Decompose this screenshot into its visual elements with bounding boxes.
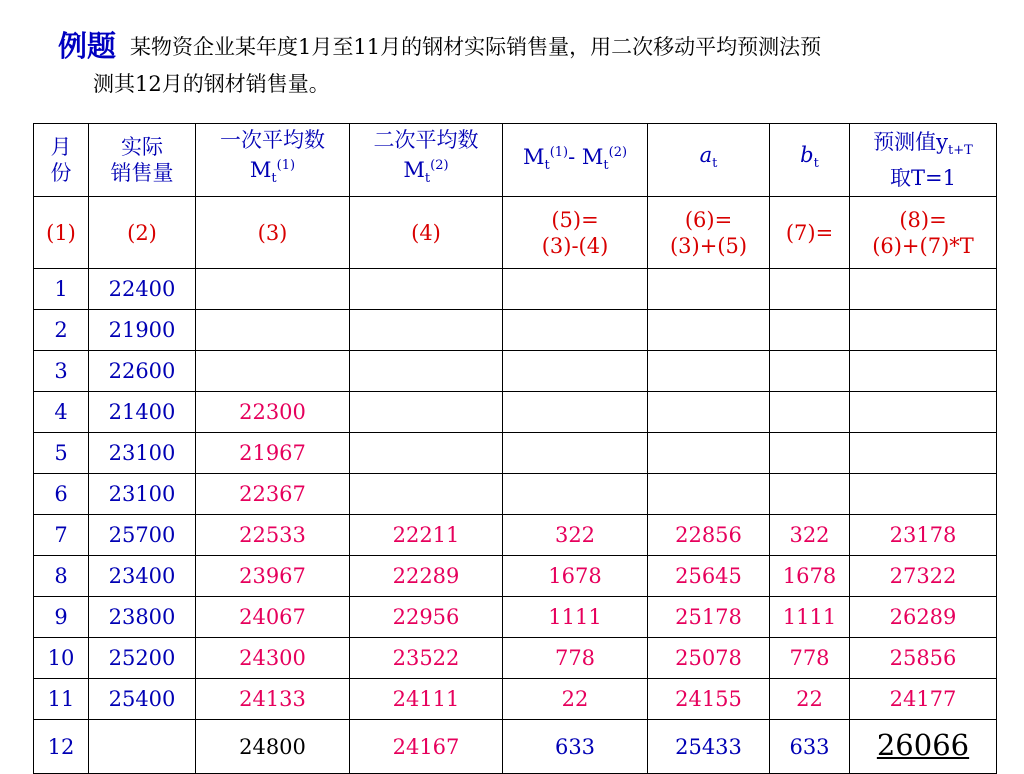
problem-statement — [58, 28, 1008, 103]
cell-b — [770, 269, 850, 310]
cell-actual: 25700 — [89, 515, 196, 556]
cell-a — [648, 310, 770, 351]
header-month: 月 份 — [34, 124, 89, 197]
cell-diff — [503, 433, 648, 474]
cell-month: 4 — [34, 392, 89, 433]
cell-a — [648, 474, 770, 515]
cell-forecast — [850, 269, 997, 310]
cell-month: 8 — [34, 556, 89, 597]
cell-diff — [503, 351, 648, 392]
table-row — [34, 556, 997, 597]
cell-month: 1 — [34, 269, 89, 310]
cell-ma1: 24067 — [196, 597, 350, 638]
header-first-moving-average: 一次平均数 $M_t^{(1)}$ — [196, 124, 350, 197]
cell-b: 322 — [770, 515, 850, 556]
cell-diff: 1111 — [503, 597, 648, 638]
cell-ma1 — [196, 351, 350, 392]
cell-diff — [503, 392, 648, 433]
example-tag: 例题 — [58, 29, 117, 63]
cell-ma2: 24167 — [350, 720, 503, 774]
cell-b: 633 — [770, 720, 850, 774]
cell-a: 25433 — [648, 720, 770, 774]
table-row — [34, 310, 997, 351]
cell-month: 7 — [34, 515, 89, 556]
cell-ma1 — [196, 269, 350, 310]
cell-a: 25078 — [648, 638, 770, 679]
cell-forecast: 24177 — [850, 679, 997, 720]
cell-b — [770, 351, 850, 392]
cell-b — [770, 310, 850, 351]
cell-forecast: 27322 — [850, 556, 997, 597]
cell-a: 25178 — [648, 597, 770, 638]
cell-diff — [503, 269, 648, 310]
header-forecast: 预测值$y_{t+T}$ 取T=1 — [850, 124, 997, 197]
cell-actual: 25400 — [89, 679, 196, 720]
cell-forecast — [850, 351, 997, 392]
cell-forecast: 23178 — [850, 515, 997, 556]
forecast-result: 26066 — [876, 728, 970, 762]
formula-1: (1) — [34, 197, 89, 269]
cell-month: 2 — [34, 310, 89, 351]
cell-diff: 633 — [503, 720, 648, 774]
cell-a — [648, 269, 770, 310]
cell-forecast: 26289 — [850, 597, 997, 638]
cell-actual — [89, 720, 196, 774]
cell-ma1: 24133 — [196, 679, 350, 720]
cell-forecast — [850, 310, 997, 351]
header-row — [34, 124, 997, 197]
cell-b: 1111 — [770, 597, 850, 638]
cell-month: 5 — [34, 433, 89, 474]
formula-5: (5)= (3)-(4) — [503, 197, 648, 269]
cell-ma1: 22367 — [196, 474, 350, 515]
cell-b — [770, 392, 850, 433]
cell-ma2 — [350, 433, 503, 474]
cell-a: 22856 — [648, 515, 770, 556]
cell-ma1: 22300 — [196, 392, 350, 433]
cell-b — [770, 433, 850, 474]
cell-ma2: 23522 — [350, 638, 503, 679]
cell-month: 9 — [34, 597, 89, 638]
cell-month: 6 — [34, 474, 89, 515]
cell-ma1: 21967 — [196, 433, 350, 474]
header-b: $b_t$ — [770, 124, 850, 197]
cell-actual: 22600 — [89, 351, 196, 392]
sales-forecast-table — [33, 123, 997, 774]
cell-diff — [503, 474, 648, 515]
cell-a — [648, 392, 770, 433]
table-row — [34, 474, 997, 515]
cell-ma2 — [350, 351, 503, 392]
cell-ma2: 22956 — [350, 597, 503, 638]
table-row — [34, 638, 997, 679]
table-row-forecast — [34, 720, 997, 774]
cell-ma2 — [350, 474, 503, 515]
cell-ma2 — [350, 269, 503, 310]
cell-actual: 21900 — [89, 310, 196, 351]
formula-row — [34, 197, 997, 269]
formula-4: (4) — [350, 197, 503, 269]
cell-actual: 23100 — [89, 433, 196, 474]
table-row — [34, 269, 997, 310]
cell-actual: 23800 — [89, 597, 196, 638]
cell-month: 3 — [34, 351, 89, 392]
cell-actual: 23400 — [89, 556, 196, 597]
cell-ma1 — [196, 310, 350, 351]
header-a: $a_t$ — [648, 124, 770, 197]
cell-month: 10 — [34, 638, 89, 679]
problem-text-line2: 测其12月的钢材销售量。 — [93, 72, 330, 96]
cell-b: 1678 — [770, 556, 850, 597]
table-row — [34, 679, 997, 720]
formula-2: (2) — [89, 197, 196, 269]
cell-b: 22 — [770, 679, 850, 720]
header-second-moving-average: 二次平均数 $M_t^{(2)}$ — [350, 124, 503, 197]
header-difference: $M_t^{(1)}-$ $M_t^{(2)}$ — [503, 124, 648, 197]
formula-3: (3) — [196, 197, 350, 269]
cell-actual: 22400 — [89, 269, 196, 310]
formula-6: (6)= (3)+(5) — [648, 197, 770, 269]
table-row — [34, 515, 997, 556]
cell-actual: 21400 — [89, 392, 196, 433]
cell-a: 24155 — [648, 679, 770, 720]
cell-b: 778 — [770, 638, 850, 679]
cell-a: 25645 — [648, 556, 770, 597]
cell-diff: 778 — [503, 638, 648, 679]
cell-forecast: 25856 — [850, 638, 997, 679]
cell-diff: 22 — [503, 679, 648, 720]
formula-8: (8)= (6)+(7)*T — [850, 197, 997, 269]
cell-forecast — [850, 720, 997, 774]
cell-actual: 23100 — [89, 474, 196, 515]
cell-ma2 — [350, 392, 503, 433]
table-row — [34, 392, 997, 433]
header-actual-sales: 实际 销售量 — [89, 124, 196, 197]
cell-a — [648, 351, 770, 392]
cell-ma1: 24800 — [196, 720, 350, 774]
cell-month: 12 — [34, 720, 89, 774]
cell-ma2: 22211 — [350, 515, 503, 556]
cell-ma2: 24111 — [350, 679, 503, 720]
cell-diff: 1678 — [503, 556, 648, 597]
cell-actual: 25200 — [89, 638, 196, 679]
cell-b — [770, 474, 850, 515]
cell-forecast — [850, 392, 997, 433]
table-row — [34, 597, 997, 638]
cell-ma1: 22533 — [196, 515, 350, 556]
cell-diff — [503, 310, 648, 351]
problem-text-line1: 某物资企业某年度1月至11月的钢材实际销售量，用二次移动平均预测法预 — [130, 35, 822, 59]
table-row — [34, 351, 997, 392]
cell-forecast — [850, 474, 997, 515]
table-row — [34, 433, 997, 474]
cell-ma1: 23967 — [196, 556, 350, 597]
cell-ma2: 22289 — [350, 556, 503, 597]
cell-forecast — [850, 433, 997, 474]
cell-diff: 322 — [503, 515, 648, 556]
cell-month: 11 — [34, 679, 89, 720]
cell-ma2 — [350, 310, 503, 351]
formula-7: (7)= — [770, 197, 850, 269]
cell-ma1: 24300 — [196, 638, 350, 679]
cell-a — [648, 433, 770, 474]
